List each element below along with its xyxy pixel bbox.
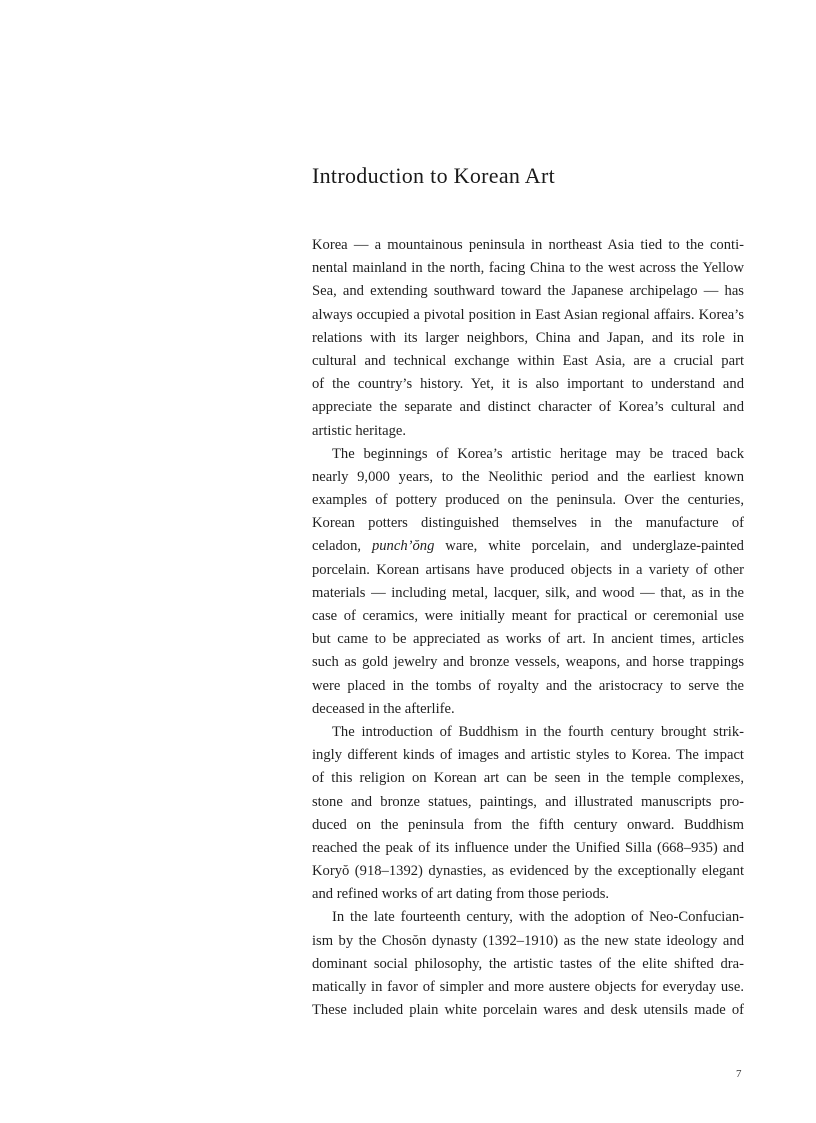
text-line: nental mainland in the north, facing China to the west across the Yellow xyxy=(312,260,744,277)
body-text xyxy=(312,234,744,1022)
text-line: of the country’s history. Yet, it is also important to understand and xyxy=(312,376,744,393)
text-line: The beginnings of Korea’s artistic heritage may be traced back xyxy=(332,445,744,462)
text-line: Korean potters distinguished themselves in the manufacture of xyxy=(312,515,744,532)
text-line: examples of pottery produced on the peninsula. Over the centuries, xyxy=(312,492,744,509)
text-line xyxy=(312,535,744,558)
text-line: nearly 9,000 years, to the Neolithic period and the earliest known xyxy=(312,468,744,485)
italic-term: punch’ŏng xyxy=(371,538,435,555)
text-line: matically in favor of simpler and more austere objects for everyday use. xyxy=(312,979,744,995)
text-line: Korea — a mountainous peninsula in northeast Asia tied to the conti- xyxy=(312,237,744,253)
text-line: always occupied a pivotal position in East Asian regional affairs. Korea’s xyxy=(312,306,744,323)
text-line: ism by the Chosŏn dynasty (1392–1910) as the new state ideology and xyxy=(312,932,744,949)
text-line: In the late fourteenth century, with the adoption of Neo-Confucian- xyxy=(332,909,744,926)
text-line: reached the peak of its influence under the Unified Silla (668–935) and xyxy=(312,839,744,856)
text-line: deceased in the afterlife. xyxy=(312,700,455,717)
text-line: relations with its larger neighbors, China and Japan, and its role in xyxy=(312,329,744,346)
text-line: appreciate the separate and distinct character of Korea’s cultural and xyxy=(312,399,744,416)
text-line: case of ceramics, were initially meant for practical or ceremonial use xyxy=(312,608,744,624)
page-title: Introduction to Korean Art xyxy=(312,163,556,188)
text-line: such as gold jewelry and bronze vessels, weapons, and horse trappings xyxy=(312,654,744,671)
text-line: dominant social philosophy, the artistic tastes of the elite shifted dra- xyxy=(312,955,744,972)
text-line: porcelain. Korean artisans have produced objects in a variety of other xyxy=(312,561,744,578)
text-line: were placed in the tombs of royalty and the aristocracy to serve the xyxy=(312,677,744,694)
text-line: and refined works of art dating from those periods. xyxy=(312,886,610,903)
text-line: The introduction of Buddhism in the fourth century brought strik- xyxy=(332,723,744,740)
text-line: artistic heritage. xyxy=(312,422,407,439)
text-line: cultural and technical exchange within East Asia, are a crucial part xyxy=(312,352,744,369)
text-segment: ware, white porcelain, and underglaze-painted xyxy=(434,538,744,555)
text-line: ingly different kinds of images and artistic styles to Korea. The impact xyxy=(312,747,744,764)
text-line: stone and bronze statues, paintings, and illustrated manuscripts pro- xyxy=(312,793,744,810)
text-line: but came to be appreciated as works of art. In ancient times, articles xyxy=(312,631,744,648)
text-line: of this religion on Korean art can be seen in the temple complexes, xyxy=(312,770,744,787)
text-line: materials — including metal, lacquer, silk, and wood — that, as in the xyxy=(312,584,744,601)
text-line: Sea, and extending southward toward the Japanese archipelago — has xyxy=(312,283,744,300)
page-number: 7 xyxy=(736,1068,742,1080)
text-line: These included plain white porcelain wares and desk utensils made of xyxy=(312,1002,744,1019)
text-segment: celadon, xyxy=(312,538,372,555)
text-line: Koryŏ (918–1392) dynasties, as evidenced by the exceptionally elegant xyxy=(312,863,744,880)
text-line: duced on the peninsula from the fifth century onward. Buddhism xyxy=(312,816,744,833)
